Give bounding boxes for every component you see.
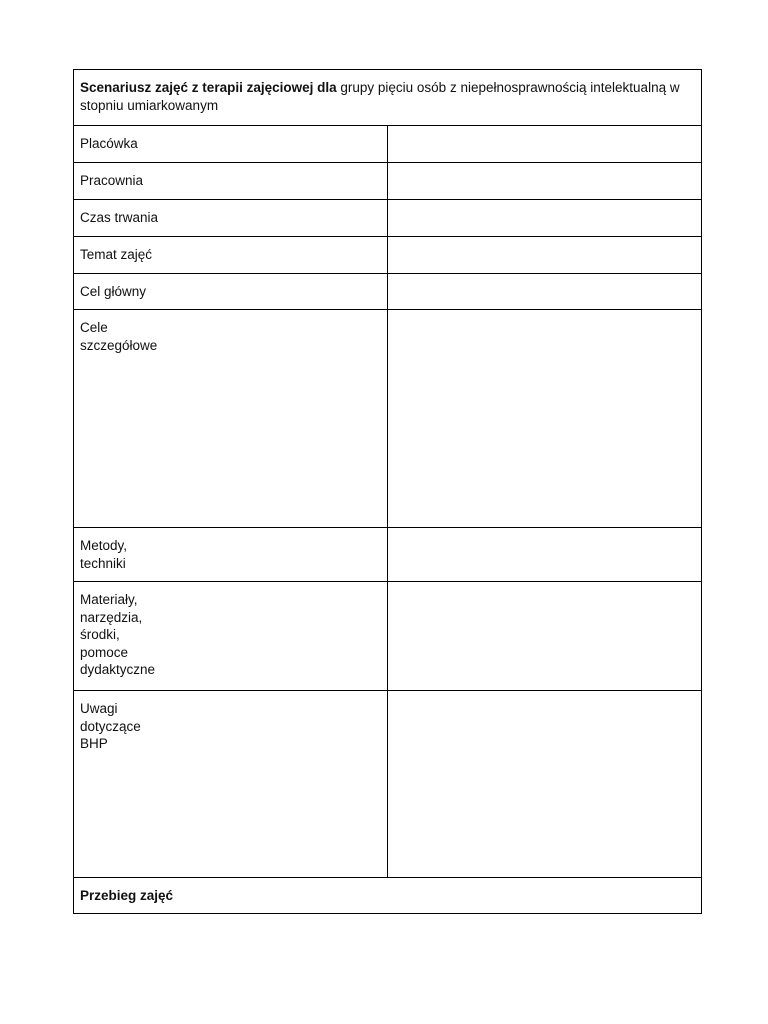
label-cell [74, 237, 388, 274]
row-label-placowka: Placówka [80, 136, 138, 151]
przebieg-zajec-label: Przebieg zajęć [80, 888, 174, 903]
document-title-bold: Scenariusz zajęć z terapii zajęciowej dla [80, 80, 337, 95]
form-row-metody-techniki [74, 528, 702, 582]
value-cell-placowka[interactable] [388, 126, 702, 163]
value-cell-pracownia[interactable] [388, 163, 702, 200]
label-cell [74, 310, 388, 528]
form-row-materialy [74, 582, 702, 691]
label-cell [74, 274, 388, 310]
label-cell [74, 126, 388, 163]
value-cell-cele-szczegolowe[interactable] [388, 310, 702, 528]
value-cell-czas-trwania[interactable] [388, 200, 702, 237]
title-row [74, 70, 702, 126]
title-cell [74, 70, 702, 126]
label-cell [74, 528, 388, 582]
label-cell [74, 200, 388, 237]
label-cell [74, 691, 388, 878]
label-cell [74, 582, 388, 691]
form-row-uwagi-bhp [74, 691, 702, 878]
form-row-cel-glowny [74, 274, 702, 310]
row-label-cele-szczegolowe: Cele szczegółowe [80, 320, 158, 353]
form-row-placowka [74, 126, 702, 163]
row-label-temat-zajec: Temat zajęć [80, 247, 153, 262]
value-cell-uwagi-bhp[interactable] [388, 691, 702, 878]
row-label-materialy: Materiały, narzędzia, środki, pomoce dydaktyczne [80, 592, 156, 677]
row-label-pracownia: Pracownia [80, 173, 144, 188]
row-label-czas-trwania: Czas trwania [80, 210, 159, 225]
scenario-form-table [73, 69, 702, 914]
value-cell-cel-glowny[interactable] [388, 274, 702, 310]
form-row-cele-szczegolowe [74, 310, 702, 528]
document-title [74, 70, 701, 114]
form-row-czas-trwania [74, 200, 702, 237]
row-label-uwagi-bhp: Uwagi dotyczące BHP [80, 701, 141, 751]
form-row-pracownia [74, 163, 702, 200]
przebieg-zajec-cell[interactable] [74, 878, 702, 914]
row-label-metody-techniki: Metody, techniki [80, 538, 128, 571]
document-title-regular: grupy pięciu osób z niepełnosprawnością intelektualną w stopniu umiarkowanym [80, 80, 680, 113]
value-cell-metody-techniki[interactable] [388, 528, 702, 582]
label-cell [74, 163, 388, 200]
form-row-temat-zajec [74, 237, 702, 274]
row-label-cel-glowny: Cel główny [80, 284, 147, 299]
form-row-przebieg-zajec [74, 878, 702, 914]
value-cell-temat-zajec[interactable] [388, 237, 702, 274]
value-cell-materialy[interactable] [388, 582, 702, 691]
